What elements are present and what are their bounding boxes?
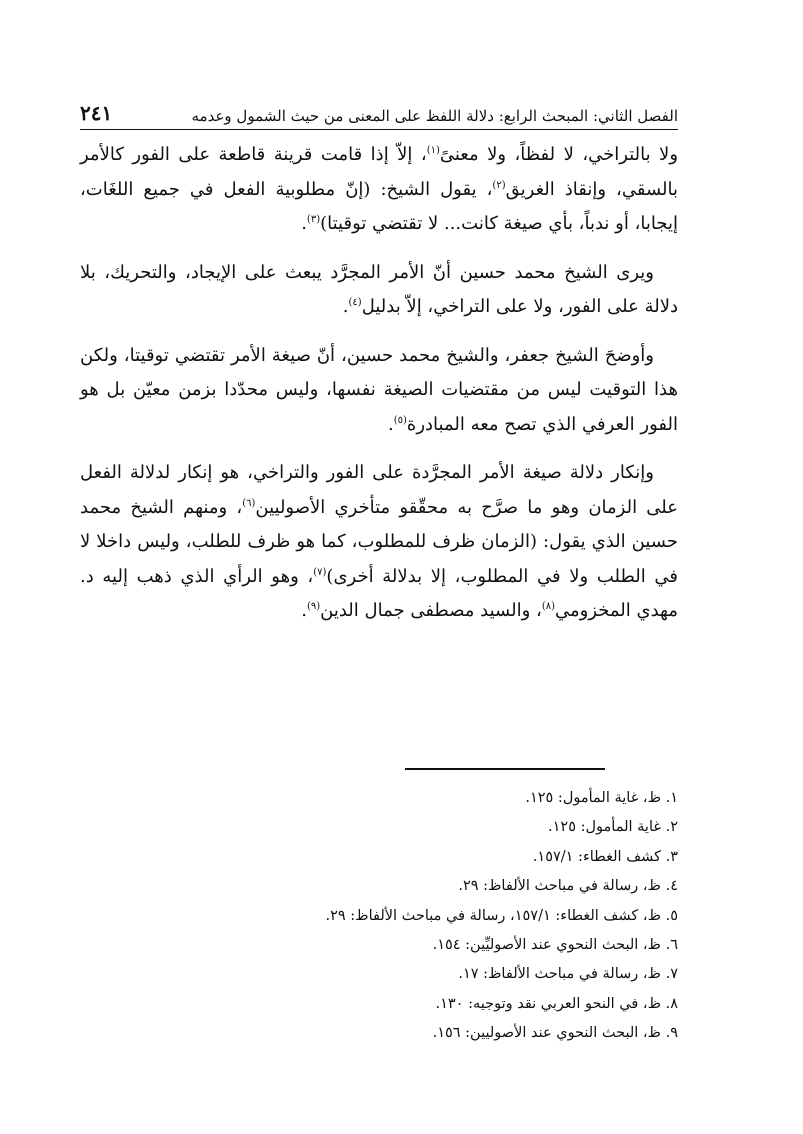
text-run: ، ومنهم الشيخ محمد حسين الذي يقول: (الزمان ظرف للمطلوب، كما هو ظرف للطلب، وليس داخلا لا في الطلب ولا في المطلوب، إلا بدلالة أخرى) (80, 496, 679, 587)
text-run: ويرى الشيخ محمد حسين أنّ الأمر المجرَّد يبعث على الإيجاد، والتحريك، بلا دلالة على الفور، ولا على التراخي، إلاّ بدليل (80, 261, 678, 317)
paragraph (80, 256, 678, 325)
footnote-marker: (٢) (492, 179, 506, 191)
footnote-marker: (١) (426, 145, 440, 156)
page-number: ٢٤١ (80, 101, 113, 125)
footnote: ١. ظ، غاية المأمول: ١٢٥. (525, 790, 678, 806)
chapter-title: الفصل الثاني: المبحث الرابع: دلالة اللفظ على المعنى من حيث الشمول وعدمه (191, 107, 678, 125)
text-run: . (301, 213, 307, 234)
text-run: ، يقول الشيخ: (إنّ مطلوبية الفعل في جميع اللغَات، إيجابا، أو ندباً، بأي صيغة كانت... لا تقتضي توقيتا) (80, 178, 678, 234)
text-run: . (342, 296, 349, 317)
text-run: . (387, 413, 394, 435)
text-run: . (301, 600, 307, 621)
text-run: ، إلاّ إذا قامت قرينة قاطعة على الفور كالأمر بالسقي، وإنقاذ الغريق (80, 144, 678, 200)
footnote: ٣. كشف الغطاء: ١٥٧/١. (532, 848, 678, 865)
footnote-marker: (٩) (306, 601, 321, 612)
footnote: ٤. ظ، رسالة في مباحث الألفاظ: ٢٩. (458, 878, 678, 895)
footnote-marker: (٨) (541, 601, 556, 612)
footnote: ٩. ظ، البحث النحوي عند الأصوليين: ١٥٦. (432, 1025, 678, 1042)
footnote-marker: (٦) (242, 497, 256, 509)
footnote: ٦. ظ، البحث النحوي عند الأصوليِّين: ١٥٤. (432, 937, 678, 954)
footnotes (80, 784, 678, 1049)
footnote-marker: (٧) (313, 566, 327, 578)
paragraph (80, 138, 678, 242)
paragraph (80, 339, 678, 443)
footnote-marker: (٥) (393, 414, 407, 426)
paragraph (80, 456, 678, 629)
footnote: ٨. ظ، في النحو العربي نقد وتوجيه: ١٣٠. (435, 995, 678, 1012)
footnote: ٧. ظ، رسالة في مباحث الألفاظ: ١٧. (458, 966, 678, 983)
body-text (80, 138, 678, 643)
footnote-marker: (٣) (306, 214, 321, 225)
text-run: ، والسيد مصطفى جمال الدين (320, 600, 542, 621)
footnote: ٢. غاية المأمول: ١٢٥. (548, 819, 678, 836)
text-run: ولا بالتراخي، لا لفظاً، ولا معنىً (439, 144, 679, 165)
text-run: ، وهو الرأي الذي ذهب إليه د. مهدي المخزومي (80, 565, 678, 621)
footnote: ٥. ظ، كشف الغطاء: ١٥٧/١، رسالة في مباحث الألفاظ: ٢٩. (325, 907, 678, 924)
text-run: وإنكار دلالة صيغة الأمر المجرَّدة على الفور والتراخي، هو إنكار لدلالة الفعل على الزمان وهو ما صرَّح به محقّقو متأخري الأصوليين (80, 462, 678, 518)
footnote-marker: (٤) (348, 297, 362, 308)
text-run: وأوضحَ الشيخ جعفر، والشيخ محمد حسين، أنّ صيغة الأمر تقتضي توقيتا، ولكن هذا التوقيت ليس من مقتضيات الصيغة نفسها، وليس محدّدا بزمن معيّن بل هو الفور العرفي الذي تصح معه المبادرة (80, 344, 678, 435)
running-header (80, 90, 678, 130)
footnote-separator (405, 768, 605, 770)
